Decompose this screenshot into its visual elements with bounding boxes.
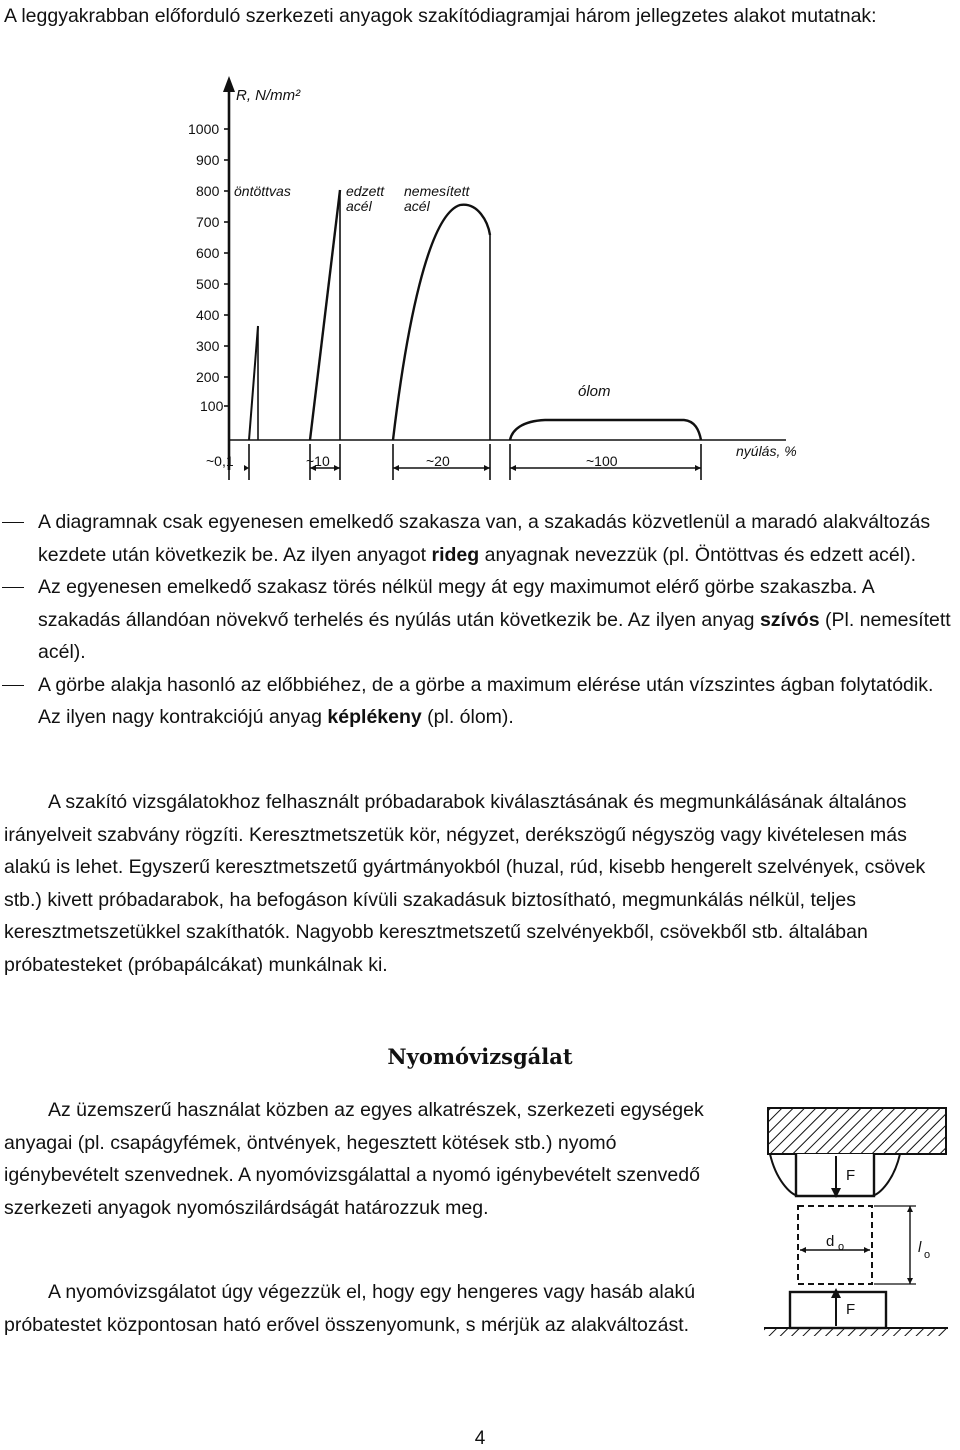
list-item: A diagramnak csak egyenesen emelkedő szakasza van, a szakadás közvetlenül a maradó alakváltozás kezdete után következik be. Az ilyen anyagot rideg anyagnak nevezzük (pl. Öntöttvas és edzett acél). xyxy=(0,506,956,571)
y-tick-label: 200 xyxy=(196,369,220,385)
x-axis-label: nyúlás, % xyxy=(736,443,797,459)
y-tick-label: 900 xyxy=(196,152,220,168)
dash-marker xyxy=(2,587,24,588)
y-tick-label: 400 xyxy=(196,307,220,323)
hardened-steel-curve xyxy=(310,190,340,440)
x-mark-label: ~0,1 xyxy=(206,453,234,469)
specimen-paragraph: A szakító vizsgálatokhoz felhasznált próbadarabok kiválasztásának és megmunkálásának általános irányelveit szabvány rögzíti. Keresztmetszetük kör, négyzet, derékszögű négyszög vagy kivételesen más alakú is lehet. Egyszerű keresztmetszetű gyártmányokból (huzal, rúd, kisebb hengerelt szelvények, csövek stb.) kivett próbadarabok, ha befogáson kívüli szakadásuk biztosítható, megmunkálás nélkül, teljes keresztmetszetükkel szakíthatók. Nagyobb keresztmetszetű szelvényekből, csövekből stb. általában próbatesteket (próbapálcákat) munkálnak ki. xyxy=(4,791,926,976)
stress-strain-diagram xyxy=(180,72,840,484)
y-ticks xyxy=(188,121,229,414)
material-types-list xyxy=(0,506,956,734)
force-label: F xyxy=(846,1301,856,1318)
x-mark-label: ~100 xyxy=(586,453,618,469)
list-item: Az egyenesen emelkedő szakasz törés nélkül megy át egy maximumot elérő görbe szakaszba. A szakadás állandóan növekvő terhelés és nyúlás után következik be. Az ilyen anyag szívós (Pl. nemesített acél). xyxy=(0,571,956,669)
intro-text: A leggyakrabban előforduló szerkezeti anyagok szakítódiagramjai három jellegzetes alakot mutatnak: xyxy=(4,5,877,27)
y-tick-label: 700 xyxy=(196,214,220,230)
y-tick-label: 1000 xyxy=(188,121,220,137)
section-title: Nyomóvizsgálat xyxy=(387,1044,573,1069)
y-axis-label: R, N/mm² xyxy=(236,87,301,104)
x-mark-label: ~20 xyxy=(426,453,450,469)
tempered-steel-label-2: acél xyxy=(404,198,430,214)
diameter-label: d xyxy=(826,1233,835,1250)
dash-marker xyxy=(2,685,24,686)
cast-iron-curve xyxy=(249,326,258,440)
y-tick-label: 800 xyxy=(196,183,220,199)
y-tick-label: 100 xyxy=(200,398,224,414)
force-label: F xyxy=(846,1167,856,1184)
lead-curve xyxy=(510,420,701,440)
compression-intro-paragraph: Az üzemszerű használat közben az egyes alkatrészek, szerkezeti egységek anyagai (pl. csapágyfémek, öntvények, hegesztett kötések stb.) nyomó igénybevételt szenvednek. A nyomóvizsgálattal a nyomó igénybevételt szenvedő szerkezeti anyagok nyomószilárdságát határozzuk meg. xyxy=(4,1099,704,1219)
cast-iron-label: öntöttvas xyxy=(234,183,291,199)
hardened-steel-label-1: edzett xyxy=(346,183,385,199)
diameter-subscript: o xyxy=(838,1241,845,1253)
list-item: A görbe alakja hasonló az előbbiéhez, de a görbe a maximum elérése után vízszintes ágban folytatódik. Az ilyen nagy kontrakciójú anyag képlékeny (pl. ólom). xyxy=(0,669,956,734)
y-tick-label: 300 xyxy=(196,338,220,354)
tempered-steel-label-1: nemesített xyxy=(404,183,470,199)
height-subscript: o xyxy=(924,1249,931,1261)
x-mark-label: ~10 xyxy=(306,453,330,469)
height-label: l xyxy=(918,1239,922,1256)
lead-label: ólom xyxy=(578,383,611,400)
page-number: 4 xyxy=(474,1428,486,1449)
y-tick-label: 600 xyxy=(196,245,220,261)
tempered-steel-curve xyxy=(393,205,490,440)
compression-test-figure xyxy=(756,1100,956,1338)
y-tick-label: 500 xyxy=(196,276,220,292)
hardened-steel-label-2: acél xyxy=(346,198,372,214)
dash-marker xyxy=(2,522,24,523)
compression-method-paragraph: A nyomóvizsgálatot úgy végezzük el, hogy egy hengeres vagy hasáb alakú próbatestet központosan ható erővel összenyomunk, s mérjük az alakváltozást. xyxy=(4,1281,696,1336)
